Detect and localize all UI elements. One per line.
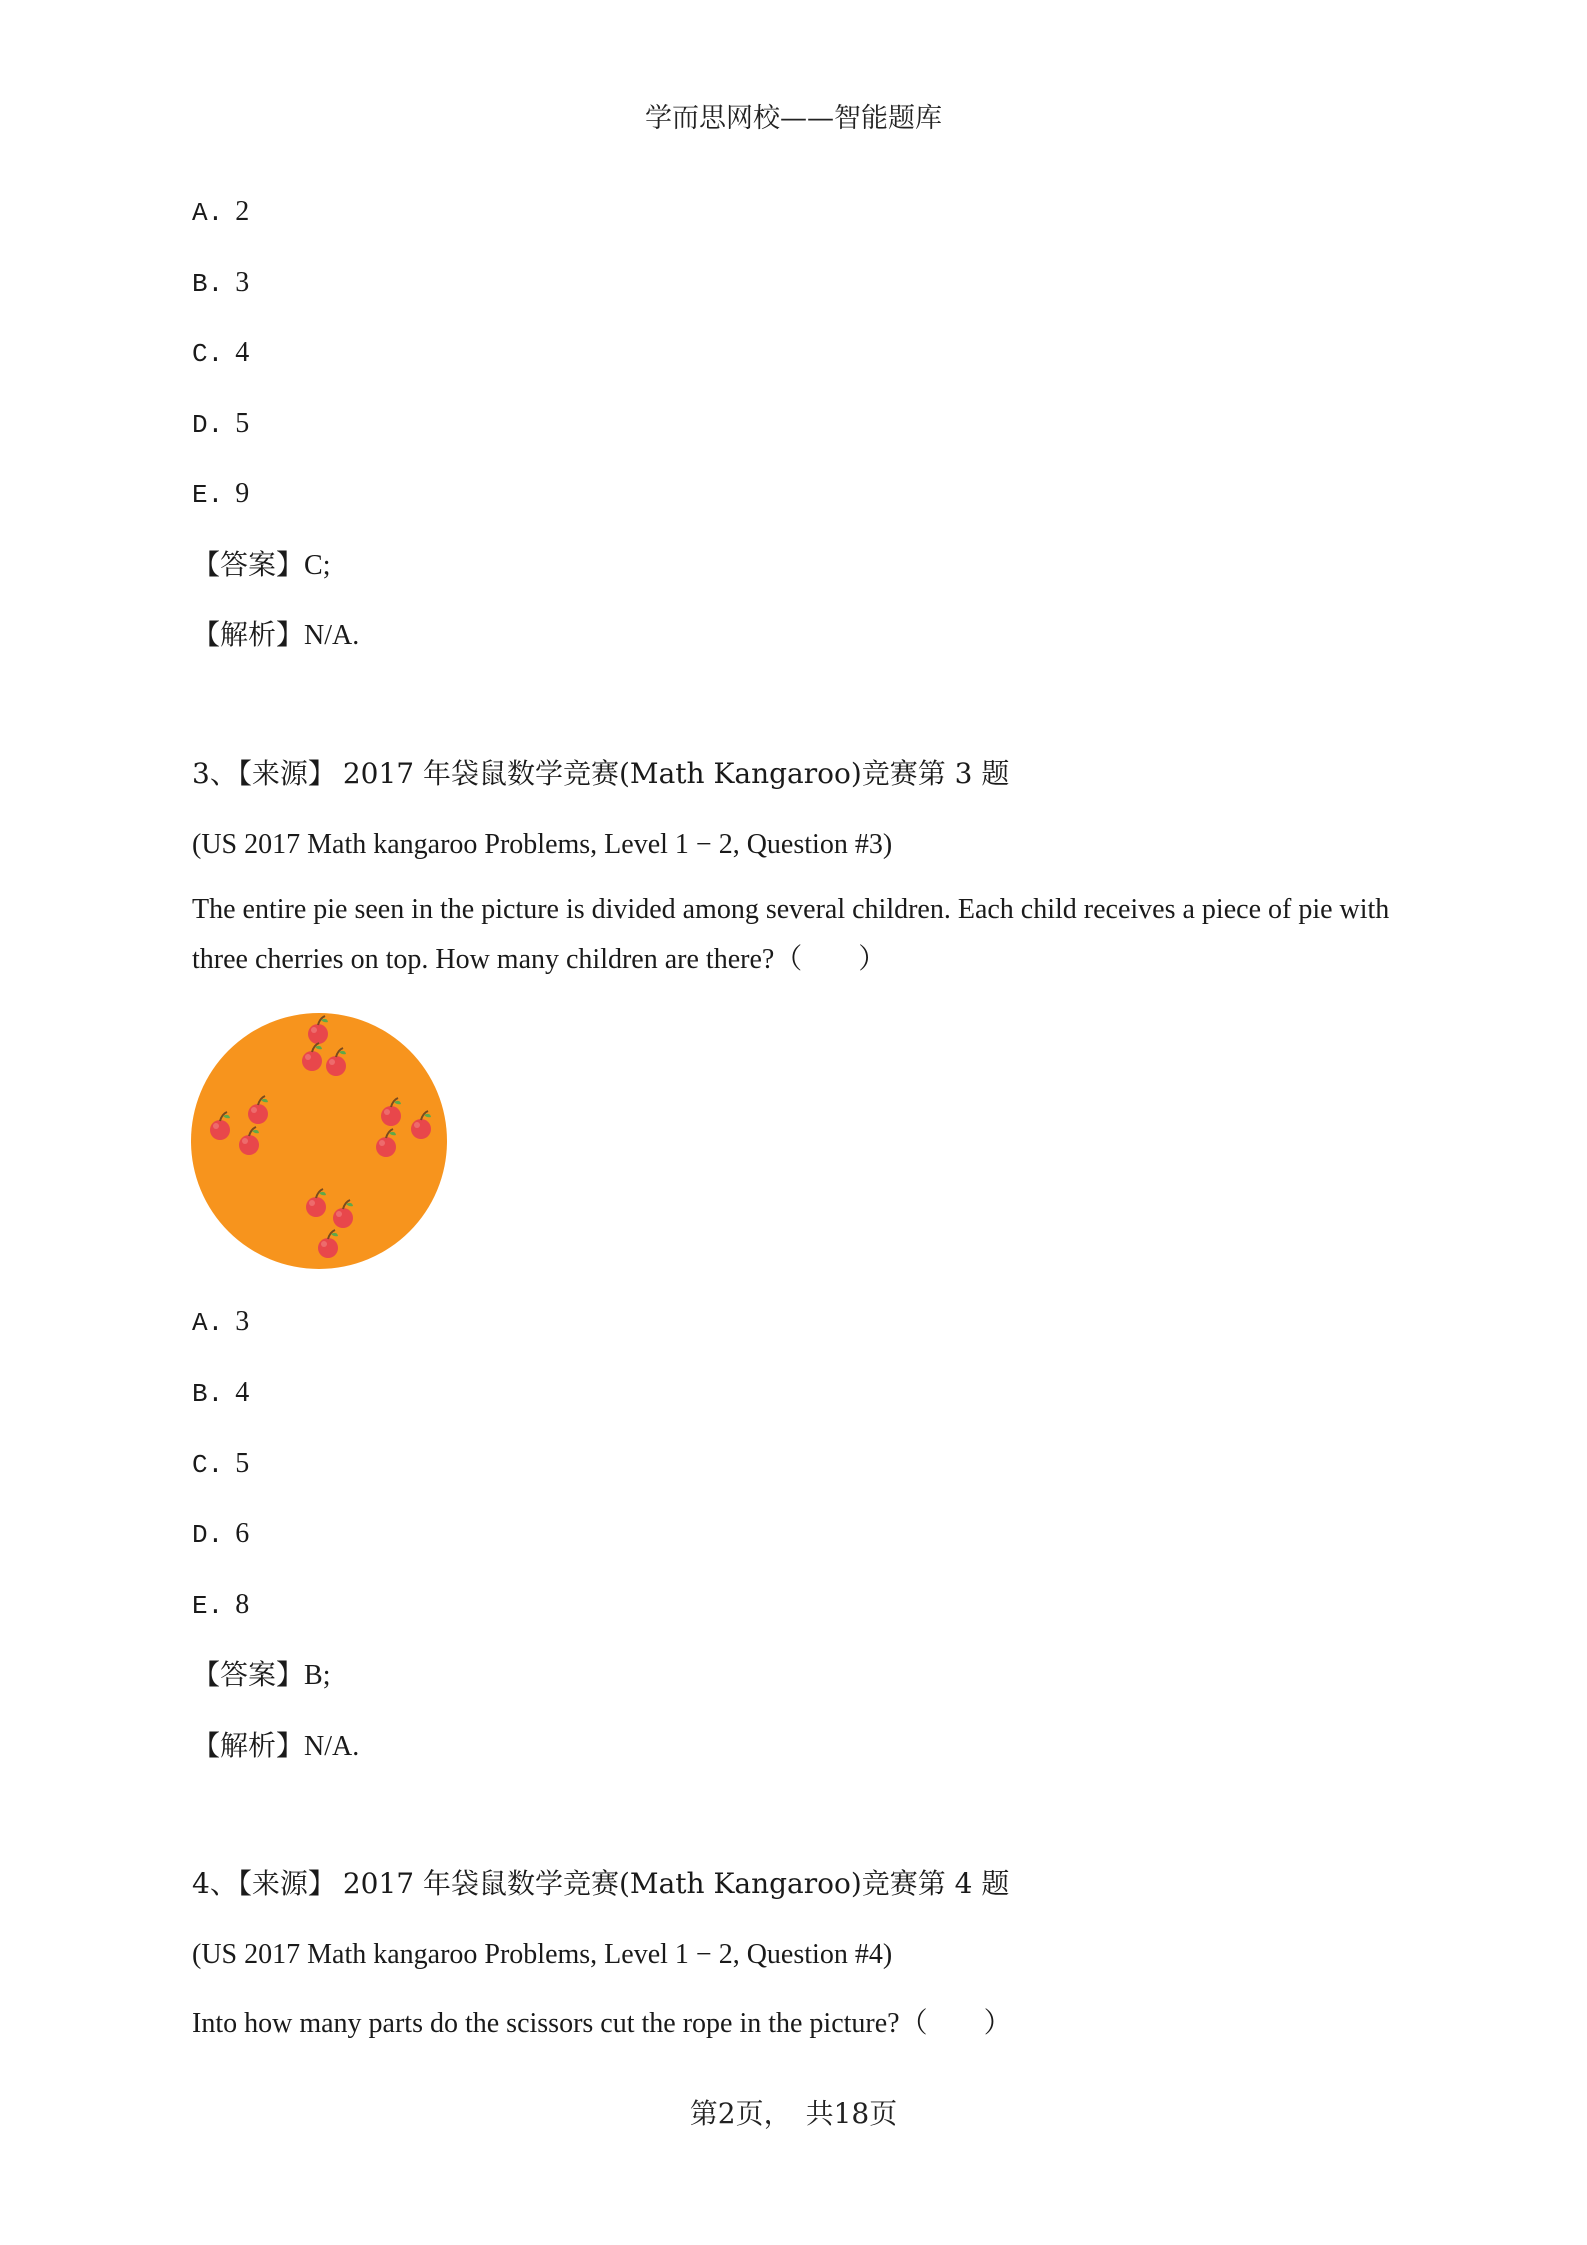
- answer-label: 【答案】: [192, 1658, 305, 1691]
- question-number: 3、: [192, 757, 238, 790]
- option-value: 6: [235, 1518, 250, 1549]
- q3-answer: [192, 1657, 330, 1694]
- question-text-line: The entire pie seen in the picture is divided among several children. Each child receives a piece of pie with: [192, 894, 1390, 925]
- option-letter: A.: [192, 198, 224, 228]
- q2-option-a: [192, 194, 249, 231]
- q3-option-b: [192, 1375, 249, 1412]
- option-letter: C.: [192, 1450, 224, 1480]
- option-letter: A.: [192, 1308, 224, 1338]
- option-value: 5: [235, 1448, 250, 1479]
- q3-option-e: [192, 1587, 249, 1624]
- q3-subtitle: (US 2017 Math kangaroo Problems, Level 1 − 2, Question #3): [192, 829, 893, 860]
- option-value: 2: [235, 196, 250, 227]
- source-label: 【来源】: [237, 1867, 336, 1900]
- analysis-label: 【解析】: [192, 618, 305, 651]
- q2-option-e: [192, 476, 249, 513]
- option-letter: C.: [192, 339, 224, 369]
- pie-with-cherries-figure: [190, 1012, 448, 1270]
- q3-source-line: [192, 756, 1009, 793]
- option-value: 4: [235, 1377, 250, 1408]
- option-letter: B.: [192, 269, 224, 299]
- answer-value: C;: [304, 550, 331, 581]
- q2-option-d: [192, 406, 249, 443]
- analysis-label: 【解析】: [192, 1729, 305, 1762]
- option-value: 4: [235, 337, 250, 368]
- answer-value: B;: [304, 1660, 331, 1691]
- q4-question-text: Into how many parts do the scissors cut the rope in the picture?（ ）: [192, 2008, 1012, 2039]
- answer-label: 【答案】: [192, 548, 305, 581]
- q3-option-d: [192, 1516, 249, 1553]
- analysis-value: N/A.: [304, 1731, 360, 1762]
- q2-answer: [192, 547, 330, 584]
- analysis-value: N/A.: [304, 620, 360, 651]
- pie-icon: [191, 1013, 447, 1269]
- option-letter: E.: [192, 480, 224, 510]
- q2-option-b: [192, 265, 249, 302]
- page-header: 学而思网校——智能题库: [645, 103, 942, 134]
- q3-question-text: [192, 885, 1412, 985]
- option-letter: D.: [192, 410, 224, 440]
- question-text-line: three cherries on top. How many children are there?（ ）: [192, 944, 887, 975]
- source-text: 2017 年袋鼠数学竞赛(Math Kangaroo)竞赛第 4 题: [342, 1867, 1010, 1900]
- q3-analysis: [192, 1728, 359, 1765]
- option-value: 9: [235, 478, 250, 509]
- q4-source-line: [192, 1866, 1009, 1903]
- question-number: 4、: [192, 1867, 238, 1900]
- q4-subtitle: (US 2017 Math kangaroo Problems, Level 1 − 2, Question #4): [192, 1939, 893, 1970]
- source-text: 2017 年袋鼠数学竞赛(Math Kangaroo)竞赛第 3 题: [342, 757, 1010, 790]
- option-letter: B.: [192, 1379, 224, 1409]
- q3-option-a: [192, 1304, 249, 1341]
- option-value: 8: [235, 1589, 250, 1620]
- option-letter: D.: [192, 1520, 224, 1550]
- option-value: 3: [235, 1306, 250, 1337]
- page-footer: 第2页， 共18页: [689, 2097, 898, 2130]
- q2-analysis: [192, 617, 359, 654]
- q3-option-c: [192, 1446, 249, 1483]
- option-letter: E.: [192, 1591, 224, 1621]
- option-value: 3: [235, 267, 250, 298]
- source-label: 【来源】: [237, 757, 336, 790]
- option-value: 5: [235, 408, 250, 439]
- q2-option-c: [192, 335, 249, 372]
